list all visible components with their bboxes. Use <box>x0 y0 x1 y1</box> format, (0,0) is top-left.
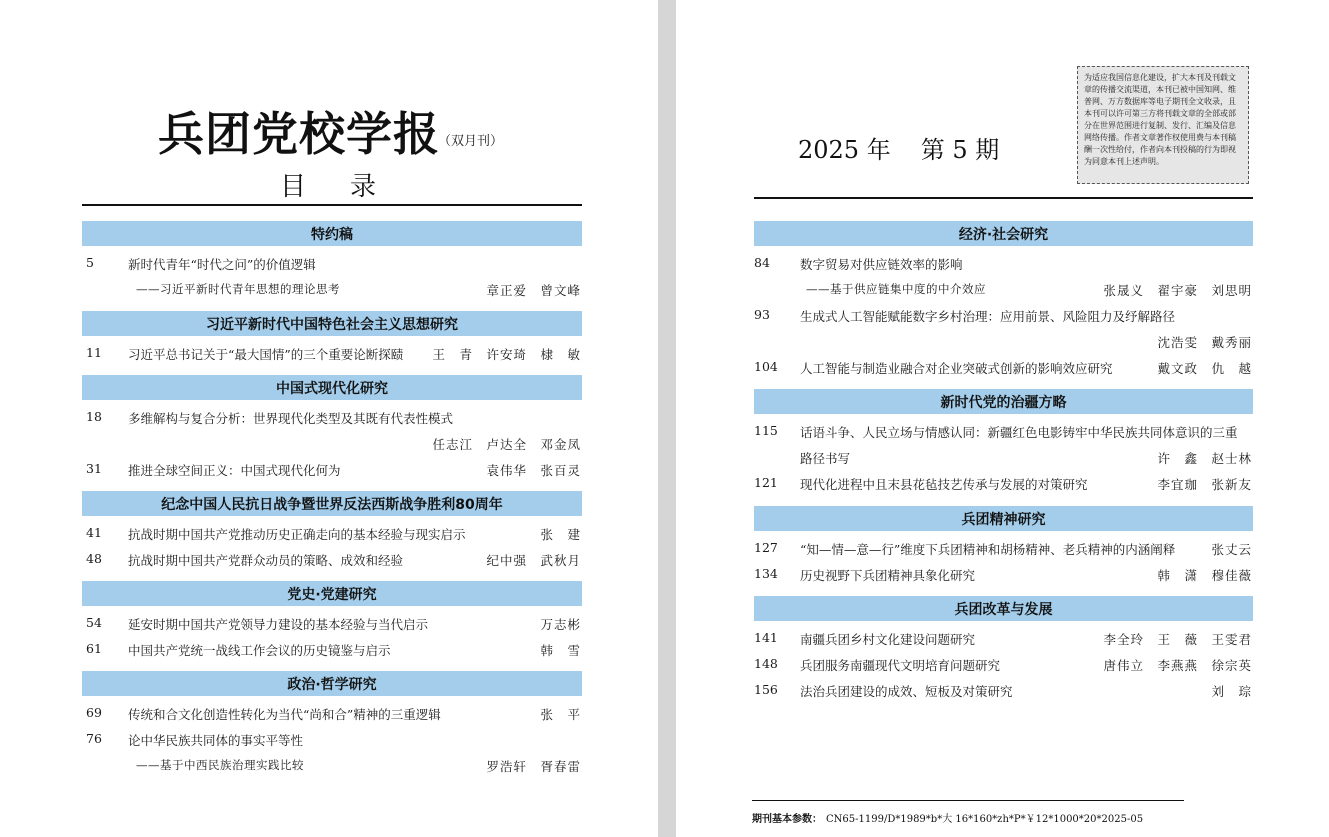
toc-entry <box>754 630 1252 650</box>
entry-page-number: 48 <box>86 551 102 566</box>
journal-parameters <box>752 810 1143 825</box>
entry-authors: 张晟义 翟宇豪 刘思明 <box>1103 283 1252 298</box>
entry-authors: 章正爱 曾文峰 <box>486 283 581 298</box>
entry-page-number: 54 <box>86 615 102 630</box>
toc-entry <box>86 705 581 725</box>
entry-authors: 万志彬 <box>540 617 581 632</box>
entry-title: 抗战时期中国共产党推动历史正确走向的基本经验与现实启示 <box>128 527 466 542</box>
entry-title: 兵团服务南疆现代文明培育问题研究 <box>800 658 1001 673</box>
entry-page-number: 84 <box>754 255 770 270</box>
entry-authors: 纪中强 武秋月 <box>486 553 581 568</box>
parameters-label: 期刊基本参数： <box>752 814 822 825</box>
toc-entry <box>86 435 581 455</box>
footer-rule <box>752 800 1184 801</box>
entry-page-number: 11 <box>86 345 102 360</box>
entry-authors: 刘 琮 <box>1211 684 1252 699</box>
parameters-value: CN65-1199/D*1989*b*大 16*160*zh*P*￥12*1000*20*2025-05 <box>826 814 1144 825</box>
section-header: 中国式现代化研究 <box>82 375 582 400</box>
entry-title: 抗战时期中国共产党群众动员的策略、成效和经验 <box>128 553 404 568</box>
entry-authors: 袁伟华 张百灵 <box>486 463 581 478</box>
entry-authors: 韩 潇 穆佳薇 <box>1157 568 1252 583</box>
copyright-notice: 为适应我国信息化建设，扩大本刊及刊载文章的传播交流渠道，本刊已被中国知网、维普网、万方数据库等电子期刊全文收录，且本刊可以许可第三方将刊载文章的全部或部分在世界范围进行复制、发行、汇编及信息网络传播。作者文章著作权使用费与本刊稿酬一次性给付，作者向本刊投稿的行为即视为同意本刊上述声明。 <box>1077 66 1249 184</box>
entry-page-number: 156 <box>754 682 778 697</box>
toc-entry <box>86 757 581 777</box>
toc-entry <box>754 333 1252 353</box>
entry-title: “知—情—意—行”维度下兵团精神和胡杨精神、老兵精神的内涵阐释 <box>800 542 1176 557</box>
journal-frequency: （双月刊） <box>438 134 504 149</box>
entry-title: 中国共产党统一战线工作会议的历史镜鉴与启示 <box>128 643 391 658</box>
entry-page-number: 104 <box>754 359 778 374</box>
entry-subtitle: ——习近平新时代青年思想的理论思考 <box>136 282 340 296</box>
entry-page-number: 115 <box>754 423 778 438</box>
section-header: 政治·哲学研究 <box>82 671 582 696</box>
toc-entry <box>754 449 1252 469</box>
toc-entry <box>86 255 581 275</box>
toc-entry <box>754 423 1252 443</box>
toc-entry <box>86 409 581 429</box>
section-header: 习近平新时代中国特色社会主义思想研究 <box>82 311 582 336</box>
toc-entry <box>754 566 1252 586</box>
toc-page-right <box>676 0 1329 837</box>
entry-title: 多维解构与复合分析：世界现代化类型及其既有代表性模式 <box>128 411 454 426</box>
entry-page-number: 61 <box>86 641 102 656</box>
entry-page-number: 134 <box>754 566 778 581</box>
entry-title: 话语斗争、人民立场与情感认同：新疆红色电影铸牢中华民族共同体意识的三重 <box>800 425 1238 440</box>
entry-title: 传统和合文化创造性转化为当代“尚和合”精神的三重逻辑 <box>128 707 441 722</box>
entry-title: 法治兵团建设的成效、短板及对策研究 <box>800 684 1013 699</box>
entry-title: 推进全球空间正义：中国式现代化何为 <box>128 463 341 478</box>
entry-page-number: 93 <box>754 307 770 322</box>
toc-entry <box>754 281 1252 301</box>
entry-authors: 韩 雪 <box>540 643 581 658</box>
toc-entry <box>86 641 581 661</box>
toc-entry <box>754 359 1252 379</box>
entry-page-number: 76 <box>86 731 102 746</box>
entry-title: 生成式人工智能赋能数字乡村治理：应用前景、风险阻力及纾解路径 <box>800 309 1176 324</box>
section-header: 兵团改革与发展 <box>754 596 1253 621</box>
entry-title: 人工智能与制造业融合对企业突破式创新的影响效应研究 <box>800 361 1113 376</box>
toc-entry <box>86 551 581 571</box>
journal-title: 兵团党校学报 <box>158 107 440 161</box>
section-header: 党史·党建研究 <box>82 581 582 606</box>
section-header: 特约稿 <box>82 221 582 246</box>
toc-entry <box>754 307 1252 327</box>
toc-entry <box>754 682 1252 702</box>
entry-authors: 沈浩雯 戴秀丽 <box>1157 335 1252 350</box>
entry-authors: 张丈云 <box>1211 542 1252 557</box>
toc-entry <box>86 281 581 301</box>
toc-entry <box>86 615 581 635</box>
entry-title: 习近平总书记关于“最大国情”的三个重要论断探赜 <box>128 347 404 362</box>
entry-title: 延安时期中国共产党领导力建设的基本经验与当代启示 <box>128 617 429 632</box>
entry-authors: 许 鑫 赵士林 <box>1157 451 1252 466</box>
entry-authors: 张 建 <box>540 527 581 542</box>
entry-title: 论中华民族共同体的事实平等性 <box>128 733 304 748</box>
issue-number: 第 5 期 <box>920 136 1000 164</box>
entry-page-number: 127 <box>754 540 778 555</box>
toc-entry <box>754 656 1252 676</box>
title-rule <box>82 204 582 206</box>
issue-label <box>798 130 999 165</box>
toc-entry <box>754 255 1252 275</box>
entry-page-number: 148 <box>754 656 778 671</box>
entry-authors: 任志江 卢达全 邓金凤 <box>432 437 581 452</box>
entry-subtitle: ——基于中西民族治理实践比较 <box>136 758 304 772</box>
toc-entry <box>86 345 581 365</box>
section-header: 新时代党的治疆方略 <box>754 389 1253 414</box>
entry-page-number: 69 <box>86 705 102 720</box>
entry-title: 历史视野下兵团精神具象化研究 <box>800 568 976 583</box>
entry-title: 数字贸易对供应链效率的影响 <box>800 257 963 272</box>
section-header: 兵团精神研究 <box>754 506 1253 531</box>
toc-entry <box>754 540 1252 560</box>
entry-authors: 戴文政 仇 越 <box>1157 361 1252 376</box>
entry-page-number: 41 <box>86 525 102 540</box>
entry-authors: 张 平 <box>540 707 581 722</box>
toc-entry <box>86 525 581 545</box>
entry-page-number: 141 <box>754 630 778 645</box>
entry-title: 新时代青年“时代之问”的价值逻辑 <box>128 257 316 272</box>
entry-page-number: 121 <box>754 475 778 490</box>
toc-entry <box>754 475 1252 495</box>
entry-page-number: 18 <box>86 409 102 424</box>
entry-authors: 罗浩轩 胥春雷 <box>486 759 581 774</box>
toc-entry <box>86 461 581 481</box>
entry-title: 路径书写 <box>800 451 851 466</box>
entry-title: 现代化进程中且末县花毡技艺传承与发展的对策研究 <box>800 477 1088 492</box>
entry-subtitle: ——基于供应链集中度的中介效应 <box>806 282 986 296</box>
header-rule <box>754 197 1253 199</box>
entry-authors: 李全玲 王 薇 王雯君 <box>1103 632 1252 647</box>
toc-heading: 目录 <box>280 172 421 202</box>
section-header: 经济·社会研究 <box>754 221 1253 246</box>
entry-page-number: 5 <box>86 255 94 270</box>
section-header: 纪念中国人民抗日战争暨世界反法西斯战争胜利80周年 <box>82 491 582 516</box>
entry-title: 南疆兵团乡村文化建设问题研究 <box>800 632 976 647</box>
entry-page-number: 31 <box>86 461 102 476</box>
entry-authors: 王 青 许安琦 棣 敏 <box>432 347 581 362</box>
entry-authors: 唐伟立 李燕燕 徐宗英 <box>1103 658 1252 673</box>
entry-authors: 李宜珈 张新友 <box>1157 477 1252 492</box>
issue-year: 2025 年 <box>798 136 891 164</box>
toc-entry <box>86 731 581 751</box>
toc-page-left <box>0 0 658 837</box>
